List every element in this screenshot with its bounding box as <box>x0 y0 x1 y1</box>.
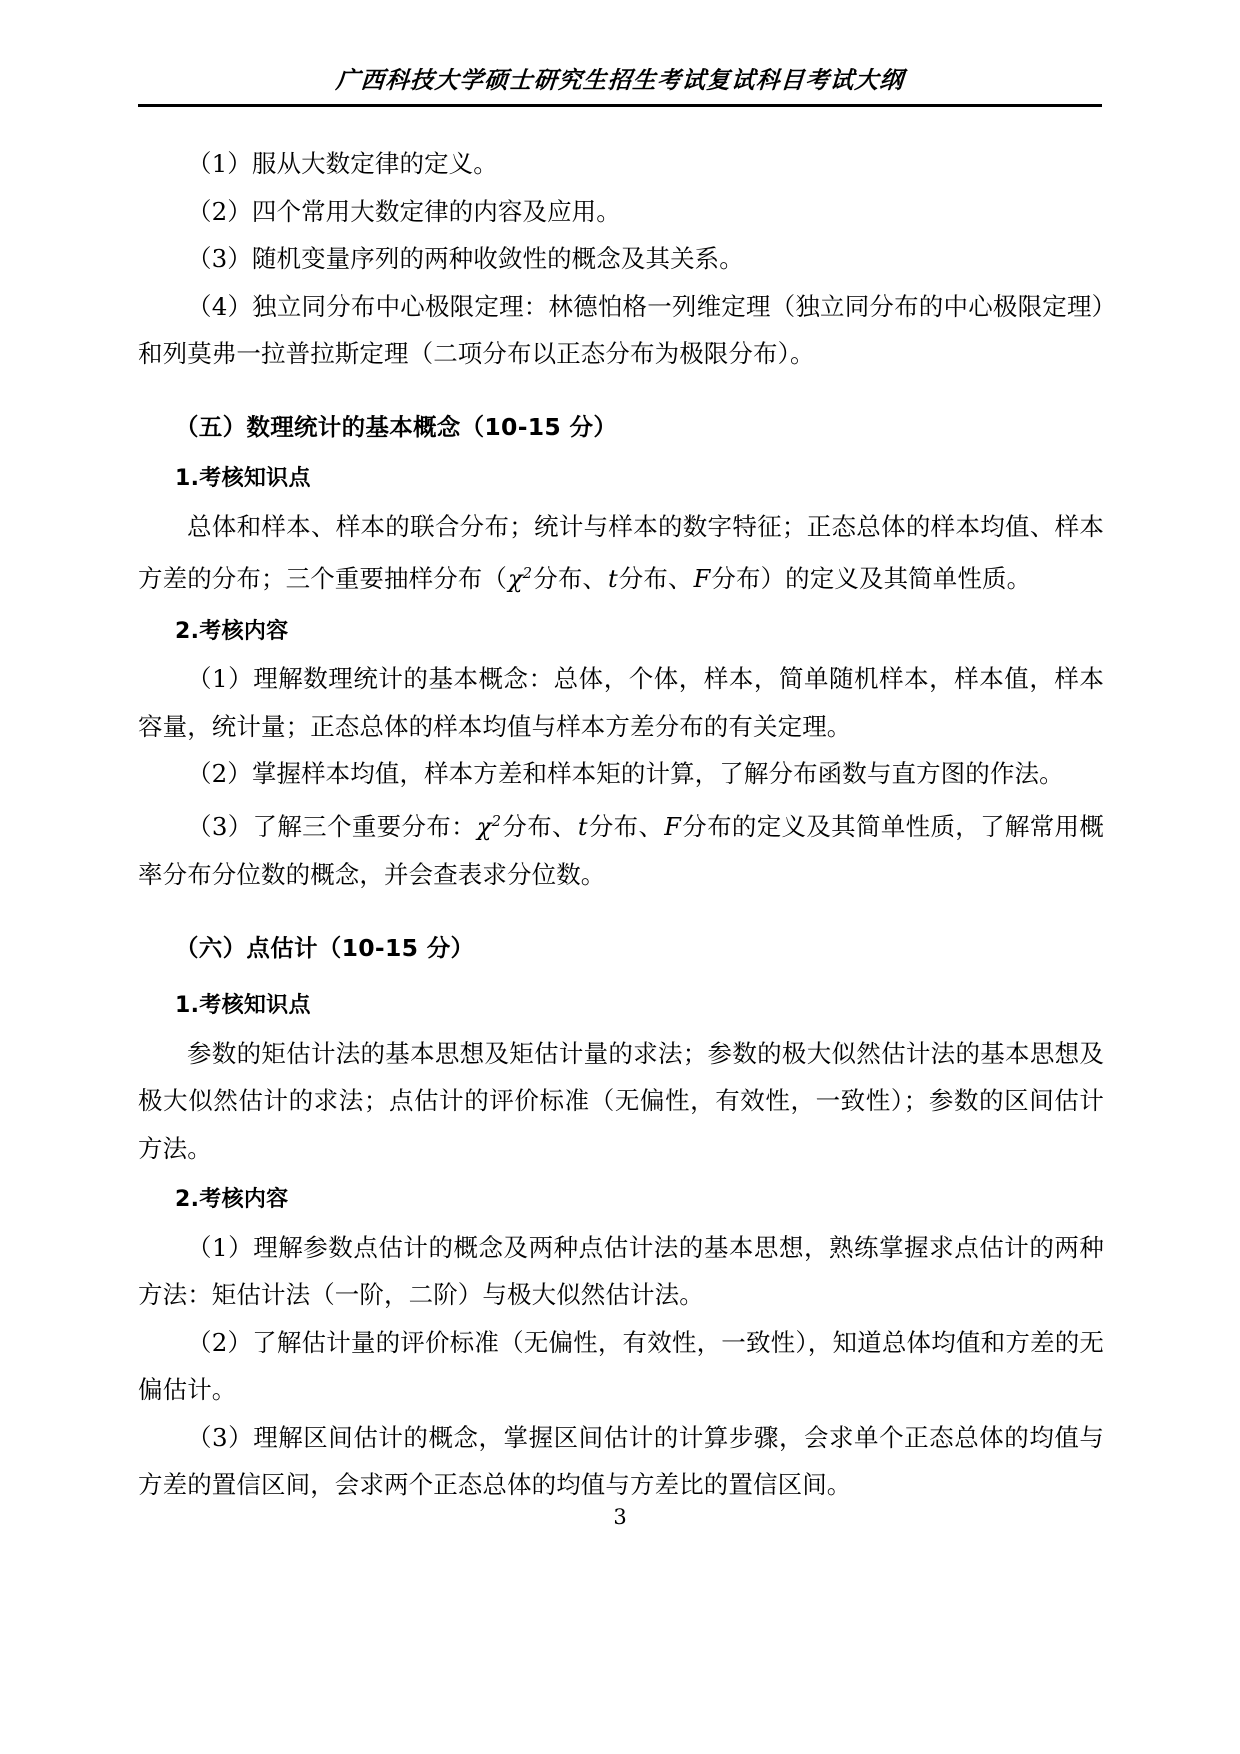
page-number: 3 <box>613 1505 627 1529</box>
subheading-six-knowledge-points: 1.考核知识点 <box>175 993 311 1018</box>
document-body <box>138 140 1104 1509</box>
text-run: 分布、 <box>533 564 608 593</box>
text-run: 总体和样本、样本的联合分布；统计与样本的数字特征；正态总体的样本均值、样本方差的分布；三个重要抽样分布（ <box>138 511 1104 593</box>
list-item-prev-4: （4）独立同分布中心极限定理：林德怕格一列维定理（独立同分布的中心极限定理）和列莫弗一拉普拉斯定理（二项分布以正态分布为极限分布）。 <box>138 291 1104 368</box>
list-item-prev-1: （1）服从大数定律的定义。 <box>187 149 498 178</box>
subheading-five-knowledge-points: 1.考核知识点 <box>175 466 311 491</box>
text-run: 分布）的定义及其简单性质。 <box>711 564 1032 593</box>
math-chi-squared <box>507 565 533 593</box>
paragraph-six-knowledge-points: 参数的矩估计法的基本思想及矩估计量的求法；参数的极大似然估计法的基本思想及极大似然估计的求法；点估计的评价标准（无偏性，有效性，一致性）；参数的区间估计方法。 <box>138 1038 1104 1163</box>
math-chi-squared <box>476 813 502 841</box>
list-item-five-2: （2）掌握样本均值，样本方差和样本矩的计算，了解分布函数与直方图的作法。 <box>187 759 1064 788</box>
math-chi-symbol: χ <box>476 812 492 841</box>
paragraph-five-knowledge-points <box>138 503 1104 604</box>
text-run: 分布、 <box>618 564 693 593</box>
math-t-symbol: t <box>577 812 588 841</box>
math-chi-symbol: χ <box>508 565 523 593</box>
page-header <box>138 66 1102 115</box>
math-f-symbol: F <box>693 565 711 593</box>
list-item-six-1: （1）理解参数点估计的概念及两种点估计法的基本思想，熟练掌握求点估计的两种方法：矩估计法（一阶，二阶）与极大似然估计法。 <box>138 1232 1104 1309</box>
text-run: 分布、 <box>588 811 664 841</box>
subheading-five-exam-content: 2.考核内容 <box>175 618 289 644</box>
section-heading-six: （六）点估计（10-15 分） <box>175 933 475 962</box>
math-chi-exponent: 2 <box>522 564 533 582</box>
math-f-symbol: F <box>664 812 682 841</box>
text-run: （3）了解三个重要分布： <box>187 811 476 841</box>
text-run: 分布的定义及其简单性质，了解常用概率分布分位数的概念，并会查表求分位数。 <box>138 811 1104 889</box>
list-item-six-3: （3）理解区间估计的概念，掌握区间估计的计算步骤，会求单个正态总体的均值与方差的置信区间，会求两个正态总体的均值与方差比的置信区间。 <box>138 1422 1104 1499</box>
list-item-prev-3: （3）随机变量序列的两种收敛性的概念及其关系。 <box>187 244 744 273</box>
subheading-six-exam-content: 2.考核内容 <box>175 1187 289 1212</box>
header-divider-rule <box>138 104 1102 107</box>
list-item-five-1: （1）理解数理统计的基本概念：总体，个体，样本，简单随机样本，样本值，样本容量，统计量；正态总体的样本均值与样本方差分布的有关定理。 <box>138 664 1104 741</box>
list-item-prev-2: （2）四个常用大数定律的内容及应用。 <box>187 196 621 226</box>
list-item-five-3 <box>138 798 1104 899</box>
math-chi-exponent: 2 <box>491 811 502 830</box>
list-item-six-2: （2）了解估计量的评价标准（无偏性，有效性，一致性），知道总体均值和方差的无偏估计。 <box>138 1327 1104 1404</box>
section-heading-five: （五）数理统计的基本概念（10-15 分） <box>175 412 618 441</box>
text-run: 分布、 <box>502 811 577 841</box>
document-header-title: 广西科技大学硕士研究生招生考试复试科目考试大纲 <box>335 66 906 94</box>
math-t-symbol: t <box>608 565 618 593</box>
